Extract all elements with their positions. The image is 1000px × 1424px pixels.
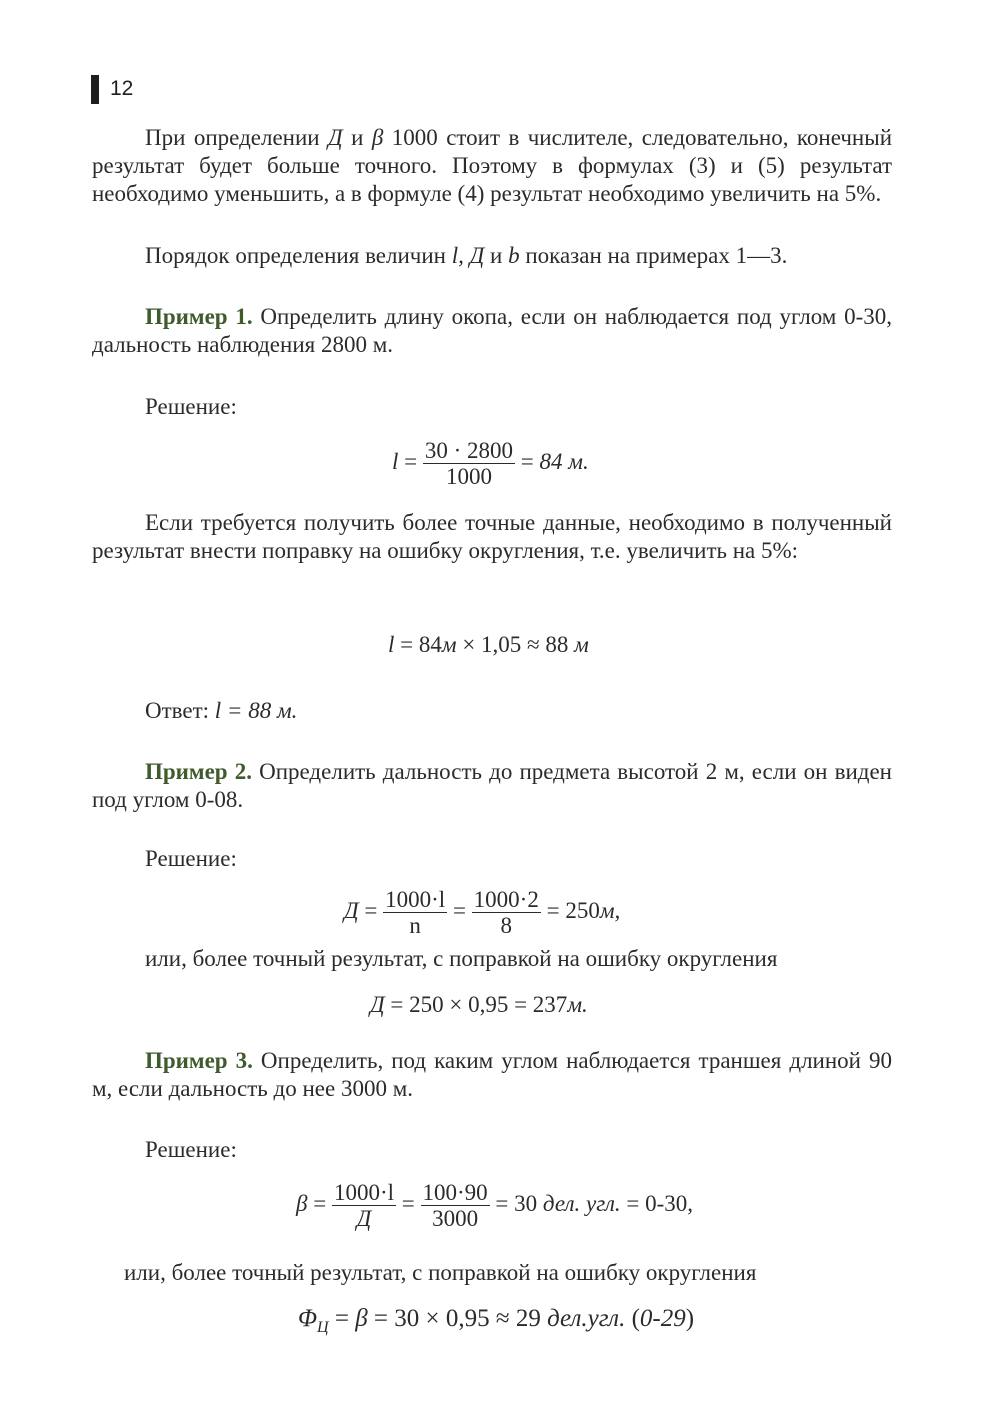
formula-paren: ( [625,1305,640,1332]
intro-var-beta: β [371,125,384,150]
formula-fraction [423,438,515,490]
example-1-solution-label: Решение: [145,394,237,419]
formula-equals: = [328,1305,356,1332]
formula-part: = 30 [489,1191,543,1217]
formula-var-beta: β [355,1305,368,1332]
example-2-note: или, более точный результат, с поправкой на ошибку округления [145,946,778,971]
intro-and: и [342,125,372,150]
formula-unit: дел.угл. [547,1305,626,1332]
intro-text-start: При определении [145,125,329,150]
example-2-formula-2 [370,992,588,1018]
formula-var-l: l [392,449,399,475]
formula-unit: м [574,632,589,657]
formula-unit: дел. угл. [542,1191,621,1217]
formula-part: × 1,05 ≈ 88 [456,632,575,657]
formula-unit: м [441,632,457,657]
answer-value: l = 88 м. [214,698,298,723]
formula-result: = 250 [540,898,600,924]
page-number: 12 [110,77,134,100]
order-and: и [484,243,509,268]
example-3-note: или, более точный результат, с поправкой на ошибку округления [124,1260,757,1285]
fraction-numerator: 30 · 2800 [424,438,514,463]
intro-text-end: 1000 стоит в числителе, следовательно, конечный результат будет больше точного. Поэтому в формулах (3) и (5) результат необходимо уменьшить, а в формуле (4) результат необходимо увеличить на 5%. [92,125,893,206]
formula-part: = 30 × 0,95 ≈ 29 [367,1305,548,1332]
example-1-formula-1 [392,438,589,490]
example-3-formula-1 [296,1180,693,1232]
formula-fraction [472,887,541,939]
example-1-correction-paragraph: Если требуется получить более точные данные, необходимо в полученный результат внести поправку на ошибку округления, т.е. увеличить на 5%: [92,510,892,563]
example-3-formula-2 [298,1305,694,1337]
formula-equals: = [358,898,384,924]
order-vars: l, Д [451,243,485,268]
formula-fraction [421,1180,490,1232]
formula-subscript: Ц [317,1319,329,1336]
intro-paragraph [92,124,892,208]
formula-var-phi: Φ [298,1305,318,1332]
answer-label: Ответ: [145,698,215,723]
order-text-end: показан на примерах 1—3. [519,243,788,268]
page-marker-bar [91,75,99,104]
formula-paren: ) [685,1305,695,1332]
formula-unit: м, [599,898,621,924]
fraction-numerator: 1000·l [385,887,446,912]
formula-unit: м. [567,992,588,1017]
fraction-numerator: 1000·l [333,1180,395,1205]
example-3-solution-label: Решение: [145,1137,237,1162]
fraction-numerator: 100·90 [422,1180,488,1205]
fraction-denominator: 8 [500,913,512,939]
example-1-answer [145,698,297,724]
example-2-formula-1 [344,887,620,939]
example-3-heading: Пример 3. [145,1048,253,1073]
formula-result: 84 м. [539,449,589,475]
formula-result: = 0-30, [620,1191,694,1217]
example-2-solution-label: Решение: [145,846,237,871]
formula-var-beta: β [296,1191,308,1217]
formula-fraction [332,1180,396,1232]
example-2-task [92,758,892,814]
formula-fraction [383,887,447,939]
formula-var-l: l [388,632,395,657]
example-1-heading: Пример 1. [145,304,253,329]
example-2-heading: Пример 2. [145,759,252,784]
formula-var-d: Д [370,992,385,1017]
formula-equals: = [447,898,472,924]
fraction-numerator: 1000·2 [473,887,539,912]
fraction-denominator: n [409,913,421,939]
order-paragraph [92,242,892,270]
example-1-formula-2 [388,632,589,658]
order-text-start: Порядок определения величин [145,243,452,268]
fraction-denominator: 3000 [432,1206,479,1232]
formula-equals: = [398,449,423,475]
formula-var-d: Д [344,898,359,924]
formula-part: = 84 [394,632,442,657]
example-2-text: Определить дальность до предмета высотой 2 м, если он виден под углом 0-08. [92,759,892,812]
fraction-denominator: 1000 [445,464,492,490]
example-1-task [92,303,892,359]
fraction-denominator: Д [356,1206,372,1232]
intro-var-d: Д [328,125,343,150]
order-var-b: b [508,243,520,268]
formula-equals: = [515,449,540,475]
formula-part: = 250 × 0,95 = 237 [384,992,568,1017]
example-3-text: Определить, под каким углом наблюдается траншея длиной 90 м, если дальность до нее 3000 м. [92,1048,892,1101]
example-1-text: Определить длину окопа, если он наблюдается под углом 0-30, дальность наблюдения 2800 м. [92,304,892,357]
formula-equals: = [307,1191,332,1217]
formula-result: 0-29 [639,1305,686,1332]
example-3-task [92,1047,892,1103]
formula-equals: = [396,1191,421,1217]
